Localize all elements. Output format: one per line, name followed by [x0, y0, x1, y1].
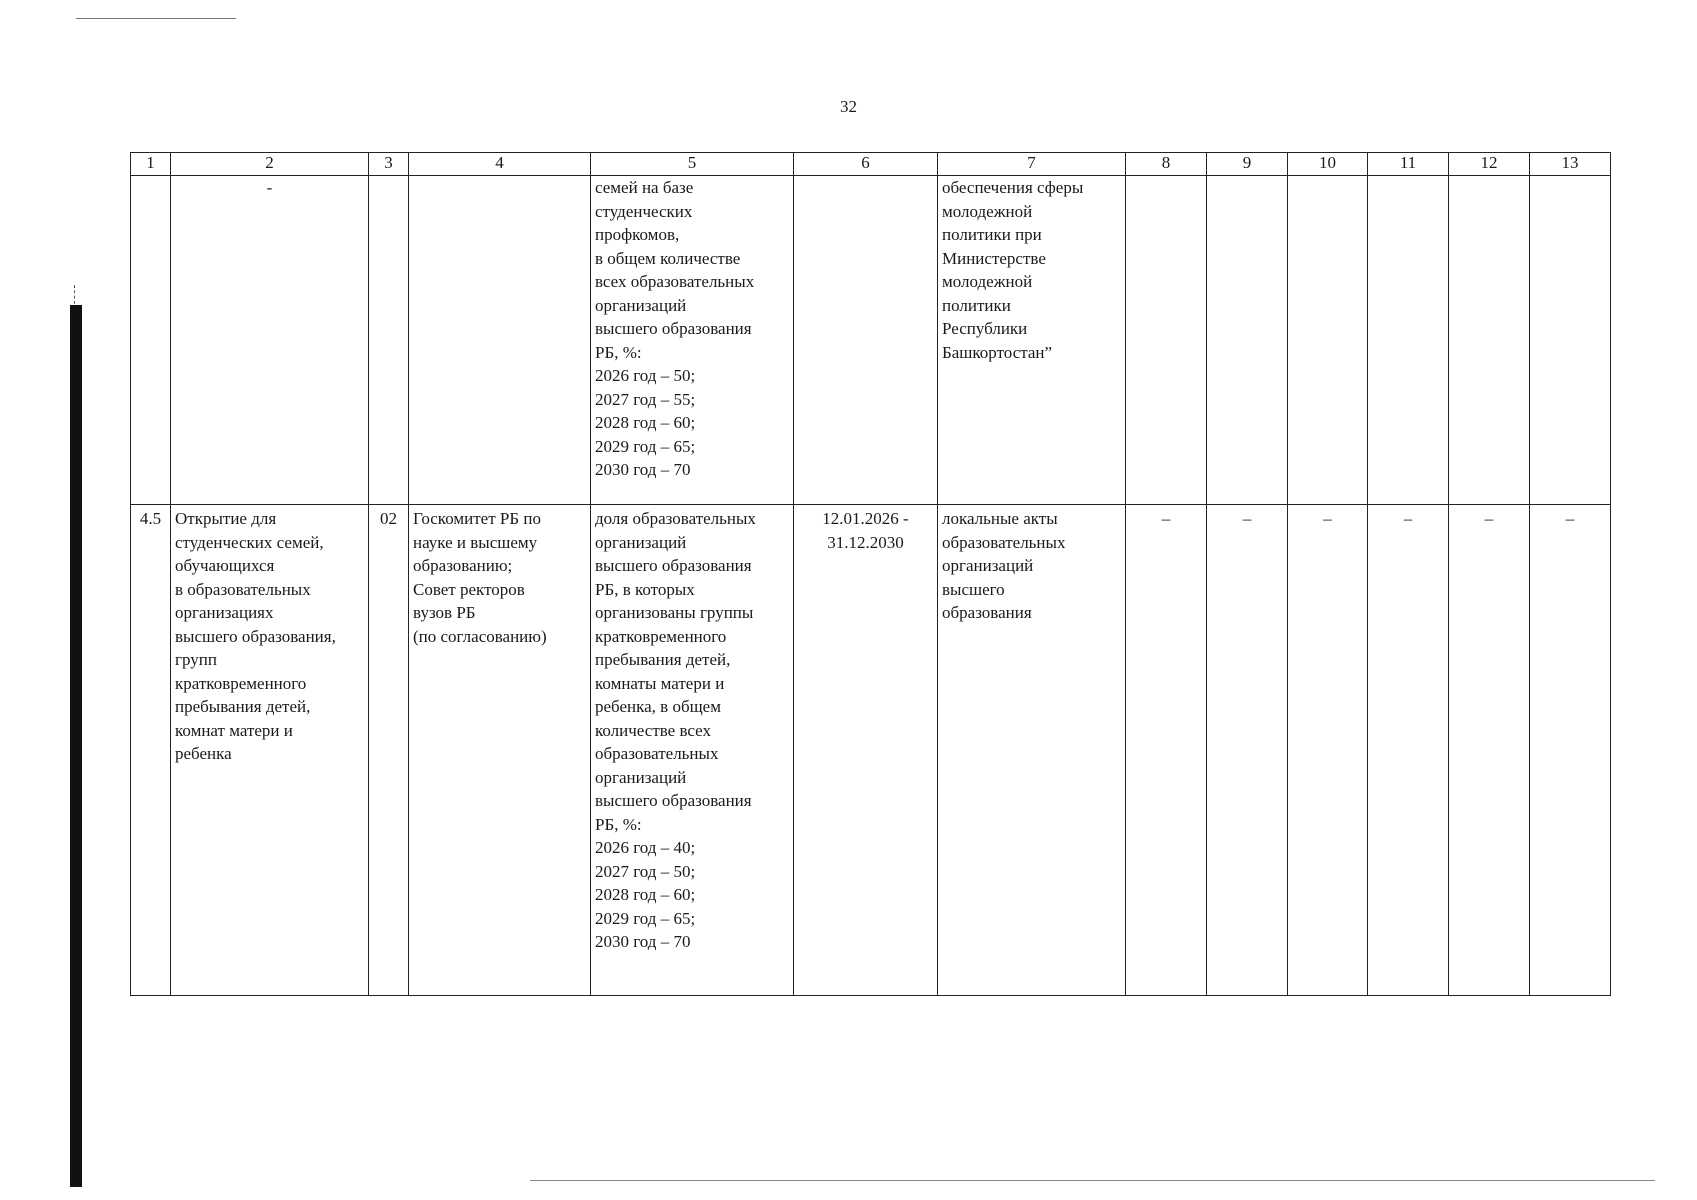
table-row-continuation — [131, 176, 1611, 505]
plan-table — [130, 152, 1611, 996]
cell-measure: Открытие для студенческих семей, обучающихся в образовательных организациях высшего образования, групп кратковременного пребывания детей, комнат матери и ребенка — [171, 505, 369, 996]
header-col-8: 8 — [1126, 153, 1207, 176]
cell-code: 02 — [369, 505, 409, 996]
cell-responsible: Госкомитет РБ по науке и высшему образованию; Совет ректоров вузов РБ (по согласованию) — [409, 505, 591, 996]
cell-col-11: – — [1368, 505, 1449, 996]
scan-artifact-top-line — [76, 18, 236, 19]
header-col-1: 1 — [131, 153, 171, 176]
cell-responsible — [409, 176, 591, 505]
cell-col-13 — [1530, 176, 1611, 505]
cell-number — [131, 176, 171, 505]
header-col-11: 11 — [1368, 153, 1449, 176]
cell-col-12: – — [1449, 505, 1530, 996]
cell-col-10 — [1288, 176, 1368, 505]
header-col-10: 10 — [1288, 153, 1368, 176]
cell-code — [369, 176, 409, 505]
header-col-9: 9 — [1207, 153, 1288, 176]
header-col-5: 5 — [591, 153, 794, 176]
cell-indicator: доля образовательных организаций высшего образования РБ, в которых организованы группы кратковременного пребывания детей, комнаты матери и ребенка, в общем количестве всех образовательных организаций высшего образования РБ, %: 2026 год – 40; 2027 год – 50; 2028 год – 60; 2029 год – 65; 2030 год – 70 — [591, 505, 794, 996]
cell-col-10: – — [1288, 505, 1368, 996]
page-number: 32 — [840, 97, 857, 116]
cell-col-9 — [1207, 176, 1288, 505]
header-col-13: 13 — [1530, 153, 1611, 176]
table-row-4-5 — [131, 505, 1611, 996]
scan-artifact-left-bar — [70, 305, 82, 1187]
header-col-7: 7 — [938, 153, 1126, 176]
cell-col-13: – — [1530, 505, 1611, 996]
cell-col-8: – — [1126, 505, 1207, 996]
header-col-12: 12 — [1449, 153, 1530, 176]
header-col-6: 6 — [794, 153, 938, 176]
cell-period: 12.01.2026 - 31.12.2030 — [794, 505, 938, 996]
cell-document: локальные акты образовательных организаций высшего образования — [938, 505, 1126, 996]
header-row — [131, 153, 1611, 176]
cell-col-11 — [1368, 176, 1449, 505]
cell-period — [794, 176, 938, 505]
cell-number: 4.5 — [131, 505, 171, 996]
cell-measure: - — [171, 176, 369, 505]
header-col-2: 2 — [171, 153, 369, 176]
header-col-4: 4 — [409, 153, 591, 176]
cell-indicator: семей на базе студенческих профкомов, в общем количестве всех образовательных организаций высшего образования РБ, %: 2026 год – 50; 2027 год – 55; 2028 год – 60; 2029 год – 65; 2030 год – 70 — [591, 176, 794, 505]
scan-artifact-bottom-line — [530, 1180, 1655, 1181]
cell-col-9: – — [1207, 505, 1288, 996]
cell-col-12 — [1449, 176, 1530, 505]
header-col-3: 3 — [369, 153, 409, 176]
cell-col-8 — [1126, 176, 1207, 505]
cell-document: обеспечения сферы молодежной политики при Министерстве молодежной политики Республики Башкортостан” — [938, 176, 1126, 505]
